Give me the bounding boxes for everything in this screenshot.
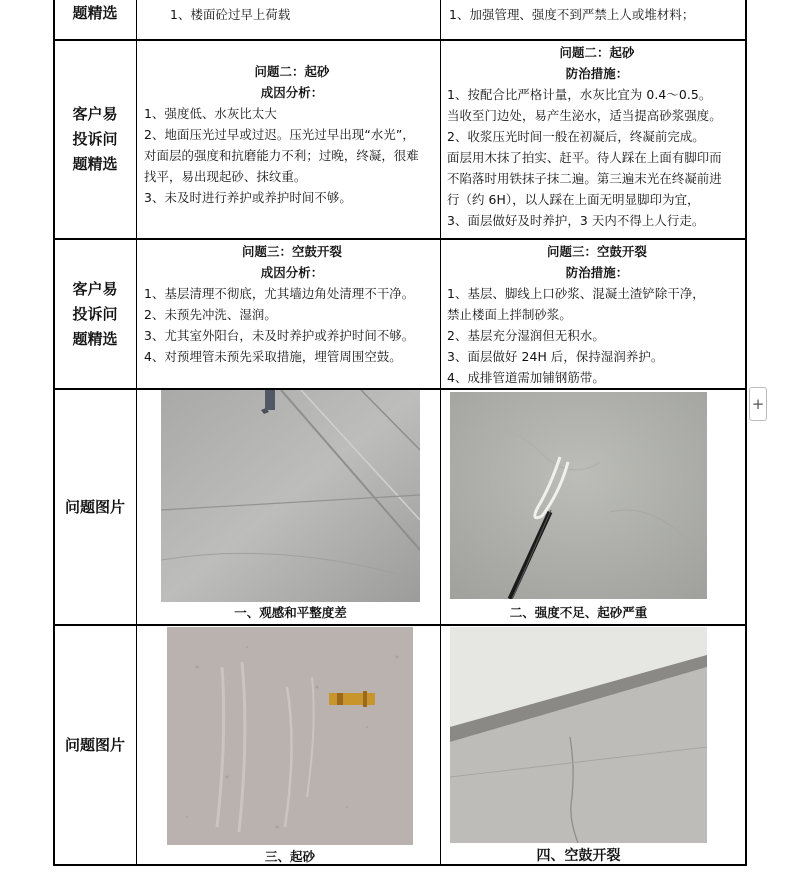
sand-measure <box>447 42 747 231</box>
sand-cause <box>144 61 440 208</box>
cause-line: 4、对预埋管未预先采取措施，埋管周围空鼓。 <box>144 349 402 364</box>
add-row-button[interactable]: + <box>749 387 767 421</box>
hollow-measure <box>447 241 747 388</box>
photo-low-strength-sanding <box>450 392 707 599</box>
measure-line: 1、基层、脚线上口砂浆、混凝土渣铲除干净， <box>447 286 705 301</box>
table-border <box>53 864 746 866</box>
hollow-cause <box>144 241 440 367</box>
table-border <box>440 0 441 866</box>
cause-subtitle: 成因分析： <box>260 265 324 280</box>
label-line: 客户易 <box>72 105 118 123</box>
cause-line: 3、尤其室外阳台，未及时养护或养护时间不够。 <box>144 328 415 343</box>
label-line: 题精选 <box>72 155 118 173</box>
table-border <box>53 624 746 626</box>
table-border <box>53 238 746 240</box>
measure-line: 不陷落时用铁抹子抹二遍。第三遍末光在终凝前进 <box>447 171 722 186</box>
cause-subtitle: 成因分析： <box>260 85 324 100</box>
measure-line: 3、面层做好及时养护，3 天内不得上人行走。 <box>447 213 705 228</box>
cause-line: 找平，易出现起砂、抹纹重。 <box>144 169 307 184</box>
measure-line: 3、面层做好 24H 后，保持湿润养护。 <box>447 349 664 364</box>
label-line: 题精选 <box>72 329 118 348</box>
measure-title: 问题二：起砂 <box>559 45 635 60</box>
label-line: 投诉问 <box>72 130 118 148</box>
measure-line: 当收至门边处，易产生泌水，适当提高砂浆强度。 <box>447 108 722 123</box>
photo-caption: 四、空鼓开裂 <box>536 848 621 864</box>
measure-line: 行（约 6H），以人踩在上面无明显脚印为宜， <box>447 192 700 207</box>
measure-line: 面层用木抹了拍实、赶平。待人踩在上面有脚印而 <box>447 150 722 165</box>
cause-line: 2、未预先冲洗、湿润。 <box>144 307 277 322</box>
photo-caption: 二、强度不足、起砂严重 <box>509 605 648 620</box>
label-line: 投诉问 <box>72 304 118 323</box>
measure-line: 禁止楼面上拌制砂浆。 <box>447 307 572 322</box>
table-border <box>136 0 137 866</box>
top-row-measure: 1、加强管理、强度不到严禁上人或堆材料； <box>449 7 695 22</box>
cause-line: 1、基层清理不彻底，尤其墙边角处清理不干净。 <box>144 286 415 301</box>
photo-caption: 三、起砂 <box>264 849 315 864</box>
measure-subtitle: 防治措施： <box>565 66 629 81</box>
photos-row2-label: 问题图片 <box>64 736 125 754</box>
measure-subtitle: 防治措施： <box>565 265 629 280</box>
top-row-cause: 1、楼面砼过早上荷载 <box>170 7 291 22</box>
table-border <box>53 0 55 866</box>
table-border <box>53 39 746 41</box>
hollow-row-label <box>54 239 136 389</box>
table-border <box>53 388 746 390</box>
photo-hollow-cracking <box>450 627 707 843</box>
label-line: 客户易 <box>72 279 118 298</box>
cause-title: 问题二：起砂 <box>254 64 330 79</box>
photos-row1-label: 问题图片 <box>64 497 125 516</box>
cause-line: 2、地面压光过早或过迟。压光过早出现“水光”， <box>144 127 415 142</box>
measure-title: 问题三：空鼓开裂 <box>547 244 647 259</box>
top-row-label: 题精选 <box>72 3 118 22</box>
cause-line: 对面层的强度和抗磨能力不利；过晚，终凝，很难 <box>144 148 419 163</box>
measure-line: 4、成排管道需加铺钢筋带。 <box>447 370 605 385</box>
photo-caption: 一、观感和平整度差 <box>234 605 347 620</box>
measure-line: 2、收浆压光时间一般在初凝后，终凝前完成。 <box>447 129 705 144</box>
photo-poor-flatness <box>161 390 420 602</box>
cause-title: 问题三：空鼓开裂 <box>242 244 342 259</box>
photo-sanding <box>167 627 413 845</box>
sand-row-label <box>54 40 136 239</box>
cause-line: 1、强度低、水灰比太大 <box>144 106 277 121</box>
measure-line: 1、按配合比严格计量，水灰比宜为 0.4～0.5。 <box>447 87 712 102</box>
measure-line: 2、基层充分湿润但无积水。 <box>447 328 605 343</box>
table-border <box>745 0 747 866</box>
cause-line: 3、未及时进行养护或养护时间不够。 <box>144 190 352 205</box>
